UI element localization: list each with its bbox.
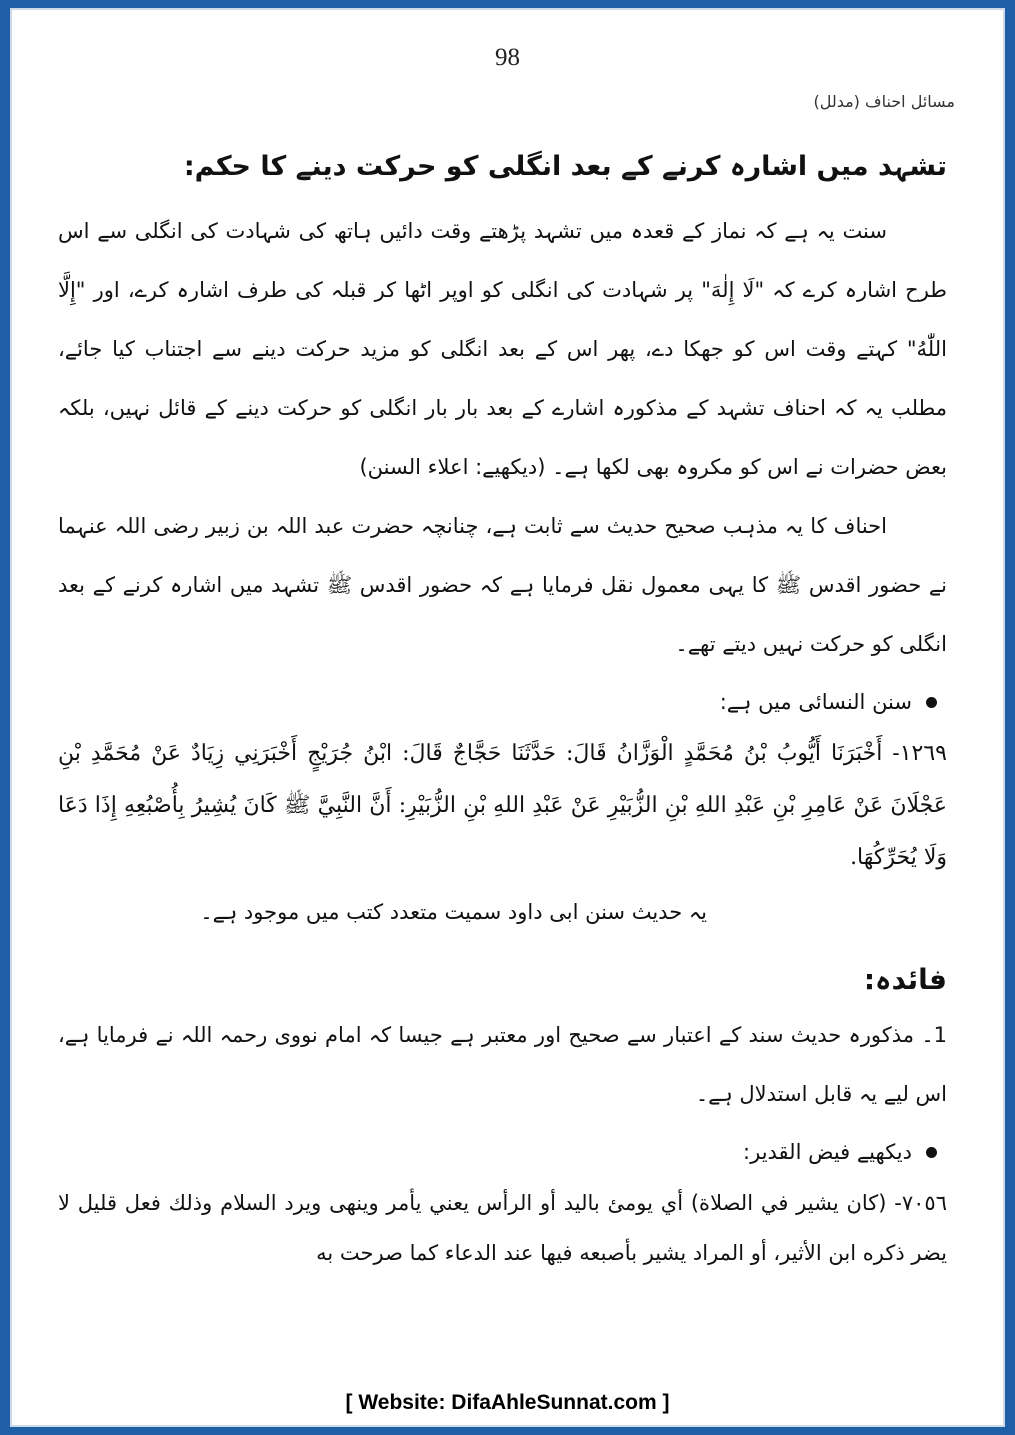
arabic-commentary: ٧٠٥٦- (كان يشير في الصلاة) أي يومئ باليد أو الرأس يعني يأمر وينهى ويرد السلام وذلك فعل قليل لا يضر ذكره ابن الأثير، أو المراد يشير بأصبعه فيها عند الدعاء كما صرحت به <box>58 1191 947 1265</box>
book-page <box>10 8 1005 1427</box>
page-number: 98 <box>495 44 520 71</box>
bullet-item <box>58 676 937 728</box>
bullet-icon <box>926 697 937 708</box>
hadith-note: یہ حدیث سنن ابی داود سمیت متعدد کتب میں موجود ہے۔ <box>200 900 707 924</box>
paragraph-2: احناف کا یہ مذہب صحیح حدیث سے ثابت ہے، چنانچہ حضرت عبد اللہ بن زبیر رضی اللہ عنہما نے حضور اقدس ﷺ کا یہی معمول نقل فرمایا ہے کہ حضور اقدس ﷺ تشہد میں اشارہ کرنے کے بعد انگلی کو حرکت نہیں دیتے تھے۔ <box>58 514 947 656</box>
paragraph-1: سنت یہ ہے کہ نماز کے قعدہ میں تشہد پڑھتے وقت دائیں ہاتھ کی شہادت کی انگلی سے اس طرح اشارہ کرے کہ "لَا إِلٰهَ" پر شہادت کی انگلی کو اوپر اٹھا کر قبلہ کی طرف اشارہ کرے، اور "إِلَّا اللّٰهُ" کہتے وقت اس کو جھکا دے، پھر اس کے بعد انگلی کو مزید حرکت دینے سے اجتناب کیا جائے، مطلب یہ کہ احناف تشہد کے مذکورہ اشارے کے بعد بار بار انگلی کو حرکت دینے کے قائل نہیں، بلکہ بعض حضرات نے اس کو مکروہ بھی لکھا ہے۔ (دیکھیے: اعلاء السنن) <box>58 219 947 479</box>
running-title: مسائل احناف (مدلل) <box>813 92 955 111</box>
hadith-arabic: ١٢٦٩- أَخْبَرَنَا أَيُّوبُ بْنُ مُحَمَّدٍ الْوَزَّانُ قَالَ: حَدَّثَنَا حَجَّاجٌ قَالَ: ابْنُ جُرَيْجٍ أَخْبَرَنِي زِيَادٌ عَنْ مُحَمَّدِ بْنِ عَجْلَانَ عَنْ عَامِرِ بْنِ عَبْدِ اللهِ بْنِ الزُّبَيْرِ عَنْ عَبْدِ اللهِ بْنِ الزُّبَيْرِ: أَنَّ النَّبِيَّ ﷺ كَانَ يُشِيرُ بِأُصْبُعِهِ إِذَا دَعَا وَلَا يُحَرِّكُهَا. <box>58 741 947 870</box>
page-content <box>58 146 947 1278</box>
bullet-icon <box>926 1147 937 1158</box>
bullet-item <box>58 1126 937 1178</box>
benefit-heading: فائدہ: <box>863 963 947 996</box>
bullet-text: سنن النسائی میں ہے: <box>719 690 912 714</box>
website-footer: [ Website: DifaAhleSunnat.com ] <box>345 1391 670 1414</box>
bullet-text: دیکھیے فیض القدیر: <box>743 1140 912 1164</box>
benefit-1: 1۔ مذکورہ حدیث سند کے اعتبار سے صحیح اور معتبر ہے جیسا کہ امام نووی رحمہ اللہ نے فرمایا ہے، اس لیے یہ قابل استدلال ہے۔ <box>58 1023 947 1106</box>
section-heading: تشہد میں اشارہ کرنے کے بعد انگلی کو حرکت دینے کا حکم: <box>183 151 947 182</box>
